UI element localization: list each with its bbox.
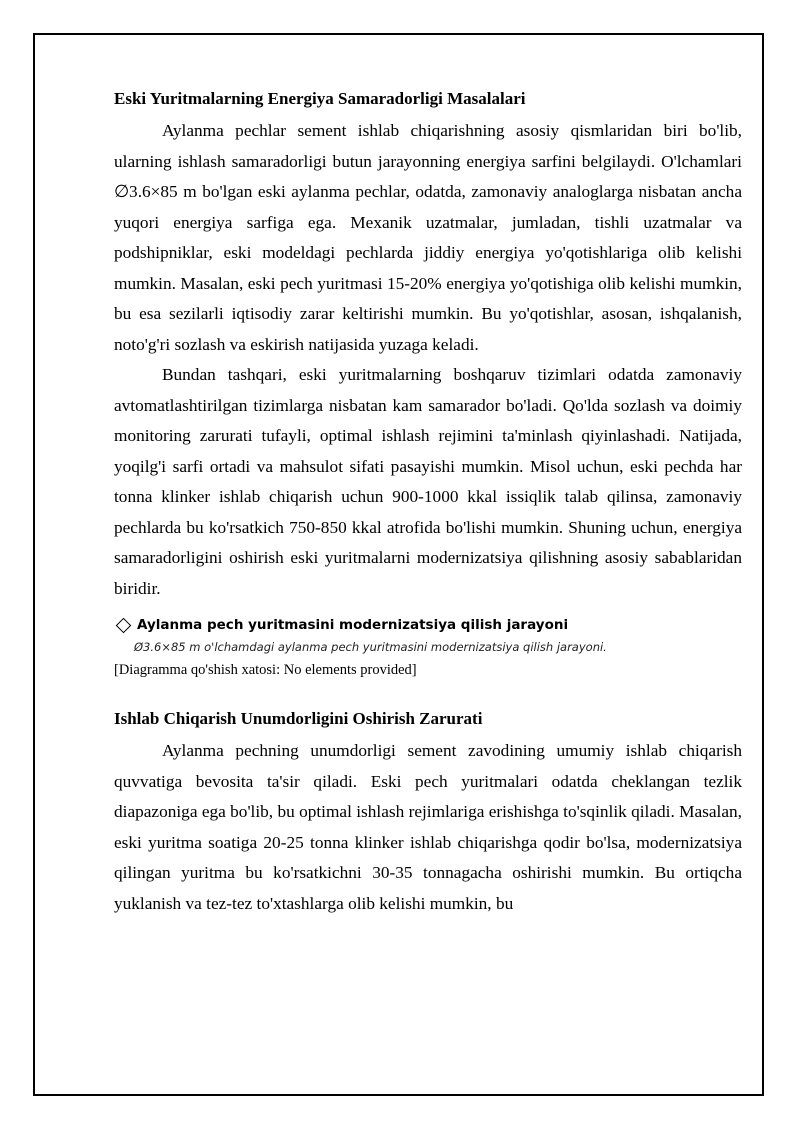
document-content	[114, 82, 742, 919]
diagram-title	[114, 614, 742, 636]
diagram-error-message: [Diagramma qo'shish xatosi: No elements provided]	[114, 662, 417, 678]
diagram-title-text: Aylanma pech yuritmasini modernizatsiya qilish jarayoni	[137, 617, 569, 633]
diamond-icon	[116, 617, 132, 633]
diagram-caption: Ø3.6×85 m o'lchamdagi aylanma pech yuritmasini modernizatsiya qilish jarayoni.	[134, 640, 607, 654]
section-heading: Eski Yuritmalarning Energiya Samaradorligi Masalalari	[114, 89, 526, 108]
diagram-block	[114, 614, 742, 682]
paragraph: Aylanma pechning unumdorligi sement zavodining umumiy ishlab chiqarish quvvatiga bevosita ta'sir qiladi. Eski pech yuritmalari odatda cheklangan tezlik diapazoniga ega bo'lib, bu optimal ishlash rejimlariga erishishga to'sqinlik qiladi. Masalan, eski yuritma soatiga 20-25 tonna klinker ishlab chiqarishga qodir bo'lsa, modernizatsiya qilingan yuritma bu ko'rsatkichni 30-35 tonnagacha oshirishi mumkin. Bu ortiqcha yuklanish va tez-tez to'xtashlarga olib kelishi mumkin, bu	[114, 741, 742, 913]
paragraph: Bundan tashqari, eski yuritmalarning boshqaruv tizimlari odatda zamonaviy avtomatlashtirilgan tizimlarga nisbatan kam samarador bo'ladi. Qo'lda sozlash va doimiy monitoring zarurati tufayli, optimal ishlash rejimini ta'minlash qiyinlashadi. Natijada, yoqilg'i sarfi ortadi va mahsulot sifati pasayishi mumkin. Misol uchun, eski pechda har tonna klinker ishlab chiqarish uchun 900-1000 kkal issiqlik talab qilinsa, zamonaviy pechlarda bu ko'rsatkich 750-850 kkal atrofida bo'lishi mumkin. Shuning uchun, energiya samaradorligini oshirish eski yuritmalarni modernizatsiya qilishning asosiy sabablaridan biridir.	[114, 365, 742, 598]
paragraph: Aylanma pechlar sement ishlab chiqarishning asosiy qismlaridan biri bo'lib, ularning ishlash samaradorligi butun jarayonning energiya sarfini belgilaydi. O'lchamlari ∅3.6×85 m bo'lgan eski aylanma pechlar, odatda, zamonaviy analoglarga nisbatan ancha yuqori energiya sarfiga ega. Mexanik uzatmalar, jumladan, tishli uzatmalar va podshipniklar, eski modeldagi pechlarda jiddiy energiya yo'qotishlariga olib kelishi mumkin. Masalan, eski pech yuritmasi 15-20% energiya yo'qotishiga olib kelishi mumkin, bu esa sezilarli iqtisodiy zarar keltirishi mumkin. Bu yo'qotishlar, asosan, ishqalanish, noto'g'ri sozlash va eskirish natijasida yuzaga keladi.	[114, 121, 742, 354]
section-heading: Ishlab Chiqarish Unumdorligini Oshirish Zarurati	[114, 709, 483, 728]
